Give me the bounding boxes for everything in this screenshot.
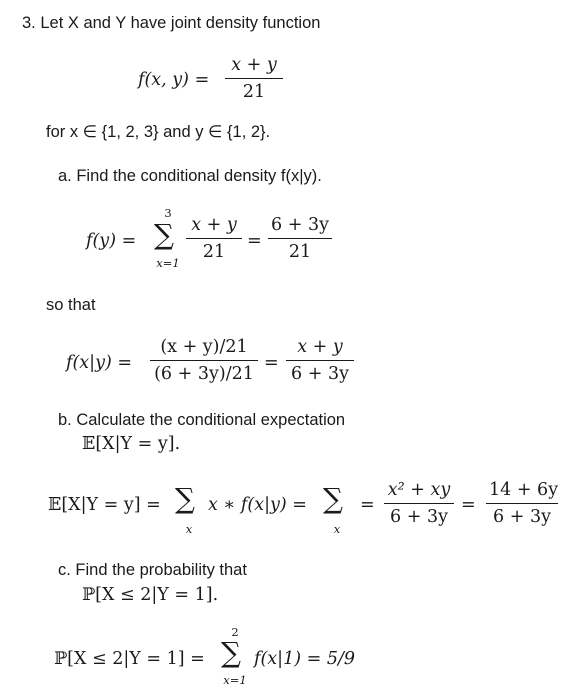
probability-sum-upper: 2 xyxy=(231,625,239,639)
probability-lhs: ℙ[X ≤ 2|Y = 1] = xyxy=(54,649,205,669)
part-c-prompt: c. Find the probability that xyxy=(58,561,247,579)
expectation-sum-lower-1: x xyxy=(185,522,193,536)
domain-statement: for x ∈ {1, 2, 3} and y ∈ {1, 2}. xyxy=(46,123,271,141)
marginal-result-numerator: 6 + 3y xyxy=(271,215,329,235)
conditional-result-numerator: x + y xyxy=(297,337,343,357)
expectation-equals-1: = xyxy=(360,495,375,515)
expectation-sum-lower-2: x xyxy=(333,522,341,536)
probability-sum-lower: x=1 xyxy=(223,673,247,687)
so-that-text: so that xyxy=(46,296,96,314)
marginal-result-denominator: 21 xyxy=(288,242,312,262)
expectation-numerator-2: 14 + 6y xyxy=(489,480,559,500)
marginal-equals: = xyxy=(247,231,262,251)
joint-density-numerator: x + y xyxy=(231,55,277,75)
conditional-lhs: f(x|y) = xyxy=(66,353,133,373)
marginal-summand-fraction xyxy=(186,215,242,262)
part-b-prompt: b. Calculate the conditional expectation xyxy=(58,411,346,429)
marginal-sum-sign: ∑ xyxy=(154,218,174,251)
expectation-equals-2: = xyxy=(461,495,476,515)
probability-rhs: f(x|1) = 5/9 xyxy=(254,649,355,669)
expectation-fraction-2 xyxy=(486,480,558,527)
joint-density-fraction xyxy=(225,55,283,102)
conditional-result-denominator: 6 + 3y xyxy=(291,364,349,384)
probability-sum-sign: ∑ xyxy=(221,636,241,669)
conditional-denominator: (6 + 3y)/21 xyxy=(154,364,254,384)
conditional-equals: = xyxy=(264,353,279,373)
expectation-denominator-2: 6 + 3y xyxy=(493,507,551,527)
joint-density-lhs: f(x, y) = xyxy=(138,70,210,90)
part-a-prompt: a. Find the conditional density f(x|y). xyxy=(58,167,322,185)
expectation-lhs: 𝔼[X|Y = y] = xyxy=(48,495,161,515)
conditional-numerator: (x + y)/21 xyxy=(160,337,248,357)
expectation-fraction-1 xyxy=(384,480,454,527)
expectation-denominator-1: 6 + 3y xyxy=(390,507,448,527)
part-b-expression: 𝔼[X|Y = y]. xyxy=(82,434,181,454)
expectation-sum-sign-2: ∑ xyxy=(323,482,343,515)
part-c-expression: ℙ[X ≤ 2|Y = 1]. xyxy=(82,585,219,605)
problem-heading: 3. Let X and Y have joint density function xyxy=(22,14,321,32)
marginal-sum-upper: 3 xyxy=(164,206,172,220)
expectation-sum-sign-1: ∑ xyxy=(175,482,195,515)
expectation-term: x ∗ f(x|y) = xyxy=(208,495,307,515)
joint-density-denominator: 21 xyxy=(242,82,266,102)
marginal-result-fraction xyxy=(268,215,332,262)
conditional-result-fraction xyxy=(286,337,354,384)
expectation-numerator-1: x² + xy xyxy=(387,480,451,500)
marginal-summand-numerator: x + y xyxy=(191,215,237,235)
conditional-fraction xyxy=(150,337,258,384)
marginal-summand-denominator: 21 xyxy=(202,242,226,262)
marginal-sum-lower: x=1 xyxy=(156,256,180,270)
marginal-lhs: f(y) = xyxy=(86,231,137,251)
